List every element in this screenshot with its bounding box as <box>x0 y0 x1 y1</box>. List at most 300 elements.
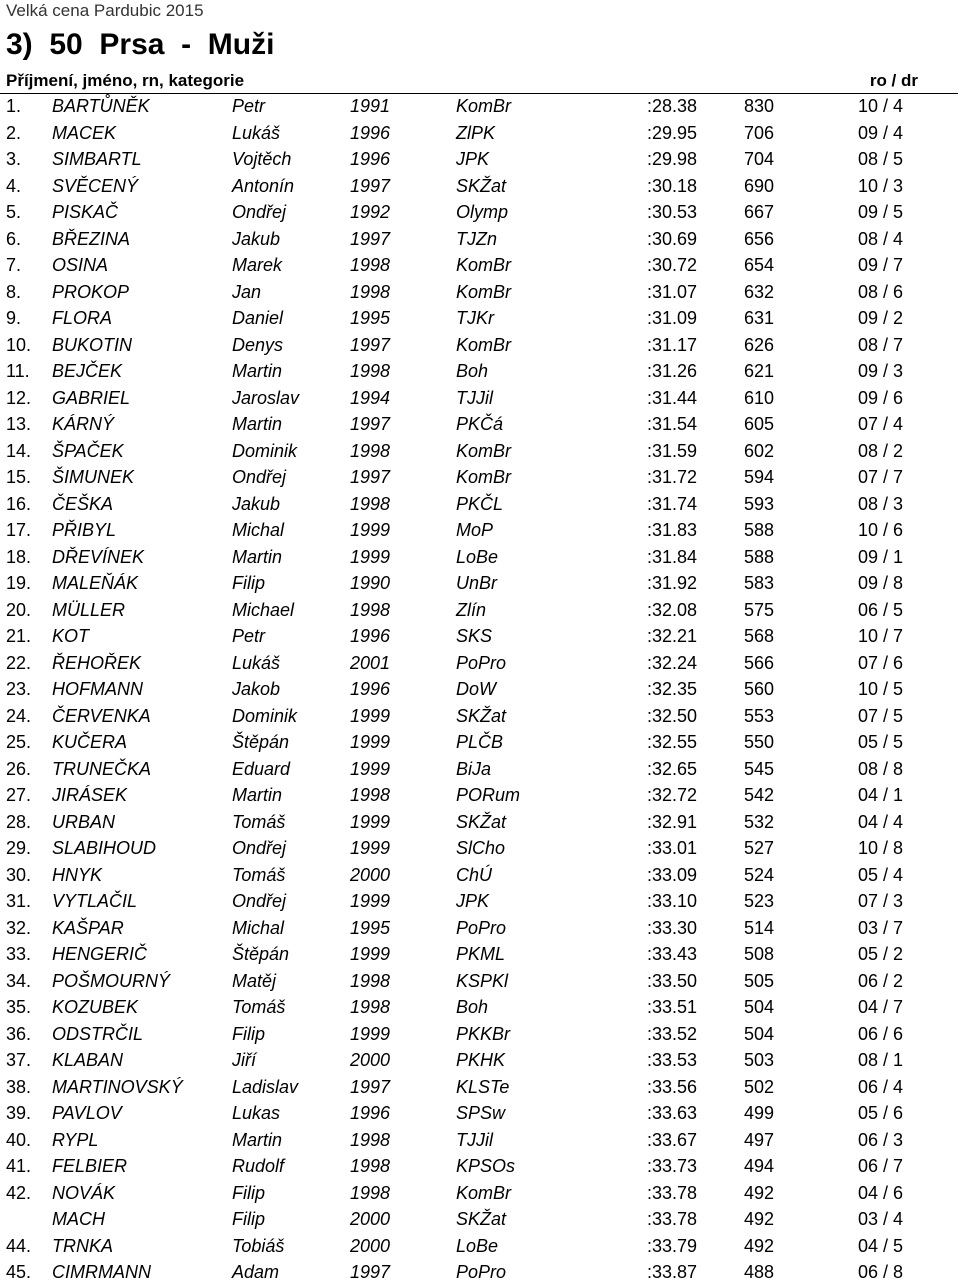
result-club: Boh <box>456 361 489 381</box>
table-row <box>0 226 960 253</box>
result-heat-lane: 06 / 5 <box>858 599 904 620</box>
column-header-left: Příjmení, jméno, rn, kategorie <box>6 71 245 90</box>
result-first-name: Filip <box>232 1023 266 1044</box>
result-birth-year: 1998 <box>350 281 391 302</box>
result-points: 505 <box>744 970 775 991</box>
result-birth-year: 1999 <box>350 891 391 911</box>
result-points: 621 <box>744 361 775 381</box>
result-points: 631 <box>744 308 775 328</box>
result-first-name: Tomáš <box>232 864 286 885</box>
result-club: PKČá <box>456 414 504 434</box>
result-club: KSPKl <box>456 970 509 991</box>
result-surname: RYPL <box>52 1129 99 1150</box>
result-points: 502 <box>744 1076 775 1097</box>
result-surname: MALEŇÁK <box>52 573 139 593</box>
result-surname: HOFMANN <box>52 679 143 699</box>
result-place: 18. <box>6 546 32 567</box>
result-first-name: Jakob <box>232 679 281 699</box>
result-first-name: Lukáš <box>232 652 281 673</box>
result-surname: PROKOP <box>52 281 130 302</box>
result-time: :33.78 <box>646 1182 697 1203</box>
result-birth-year: 2001 <box>350 652 391 673</box>
result-place: 45. <box>6 1262 32 1282</box>
result-birth-year: 1999 <box>350 1023 391 1044</box>
result-place: 17. <box>6 520 32 540</box>
result-birth-year: 1999 <box>350 705 391 726</box>
result-time: :33.43 <box>646 944 697 964</box>
result-heat-lane: 06 / 3 <box>858 1129 904 1150</box>
result-place: 38. <box>6 1076 32 1097</box>
result-club: BiJa <box>456 758 492 779</box>
result-points: 524 <box>744 864 775 885</box>
result-place: 27. <box>6 785 32 805</box>
result-time: :31.26 <box>646 361 697 381</box>
table-row <box>0 729 960 756</box>
result-surname: ČEŠKA <box>52 493 114 514</box>
result-birth-year: 1998 <box>350 970 391 991</box>
result-heat-lane: 05 / 4 <box>858 864 904 885</box>
result-time: :31.09 <box>646 308 697 328</box>
result-first-name: Martin <box>232 1129 283 1150</box>
result-first-name: Michal <box>232 520 285 540</box>
result-heat-lane: 08 / 1 <box>858 1050 904 1070</box>
result-time: :30.53 <box>646 202 697 222</box>
result-surname: HNYK <box>52 864 103 885</box>
result-points: 667 <box>744 202 775 222</box>
result-place: 24. <box>6 705 32 726</box>
result-birth-year: 1996 <box>350 122 391 143</box>
result-first-name: Štěpán <box>232 944 290 964</box>
result-birth-year: 2000 <box>350 1209 391 1229</box>
result-time: :33.50 <box>646 970 697 991</box>
result-time: :29.95 <box>646 122 697 143</box>
result-surname: ČERVENKA <box>52 705 151 726</box>
table-row <box>0 941 960 968</box>
result-time: :33.78 <box>646 1209 697 1229</box>
result-heat-lane: 09 / 1 <box>858 546 904 567</box>
result-heat-lane: 08 / 2 <box>858 440 904 461</box>
result-time: :31.17 <box>646 334 697 355</box>
result-points: 654 <box>744 255 775 275</box>
result-club: KomBr <box>456 96 512 116</box>
table-row <box>0 782 960 809</box>
result-time: :33.73 <box>646 1156 697 1176</box>
result-points: 632 <box>744 281 775 302</box>
result-birth-year: 1997 <box>350 228 391 249</box>
result-time: :31.84 <box>646 546 697 567</box>
result-first-name: Tobiáš <box>232 1235 285 1256</box>
result-surname: TRUNEČKA <box>52 758 152 779</box>
result-club: PoPro <box>456 652 507 673</box>
result-surname: KOT <box>52 626 90 646</box>
result-time: :31.74 <box>646 493 697 514</box>
result-surname: GABRIEL <box>52 387 131 408</box>
result-points: 497 <box>744 1129 775 1150</box>
result-club: Boh <box>456 997 489 1017</box>
result-club: PKHK <box>456 1050 506 1070</box>
result-first-name: Martin <box>232 546 283 567</box>
result-place: 15. <box>6 467 32 487</box>
table-row <box>0 199 960 226</box>
result-points: 527 <box>744 838 775 858</box>
result-heat-lane: 08 / 4 <box>858 228 904 249</box>
result-first-name: Lukas <box>232 1103 281 1123</box>
result-place: 3. <box>6 149 22 169</box>
result-first-name: Adam <box>232 1262 280 1282</box>
result-surname: KUČERA <box>52 732 128 752</box>
result-surname: URBAN <box>52 811 116 832</box>
event-title: Velká cena Pardubic 2015 <box>6 1 204 20</box>
result-heat-lane: 10 / 7 <box>858 626 904 646</box>
table-row <box>0 1233 960 1260</box>
result-first-name: Rudolf <box>232 1156 285 1176</box>
result-club: PKML <box>456 944 506 964</box>
result-heat-lane: 04 / 1 <box>858 785 904 805</box>
result-first-name: Dominik <box>232 440 298 461</box>
result-place: 42. <box>6 1182 32 1203</box>
result-birth-year: 1999 <box>350 758 391 779</box>
result-points: 499 <box>744 1103 775 1123</box>
result-surname: ŠPAČEK <box>52 440 124 461</box>
table-row <box>0 93 960 120</box>
result-heat-lane: 08 / 8 <box>858 758 904 779</box>
result-birth-year: 1996 <box>350 149 391 169</box>
result-surname: KÁRNÝ <box>52 414 115 434</box>
result-club: KomBr <box>456 281 512 302</box>
result-first-name: Antonín <box>232 175 295 196</box>
result-surname: OSINA <box>52 255 109 275</box>
result-birth-year: 1998 <box>350 1129 391 1150</box>
result-birth-year: 1998 <box>350 1156 391 1176</box>
result-heat-lane: 05 / 5 <box>858 732 904 752</box>
result-birth-year: 1998 <box>350 361 391 381</box>
table-row <box>0 994 960 1021</box>
result-heat-lane: 10 / 6 <box>858 520 904 540</box>
result-club: JPK <box>456 891 490 911</box>
result-place: 44. <box>6 1235 32 1256</box>
result-birth-year: 1999 <box>350 811 391 832</box>
result-time: :29.98 <box>646 149 697 169</box>
result-place: 31. <box>6 891 32 911</box>
result-points: 503 <box>744 1050 775 1070</box>
result-place: 19. <box>6 573 32 593</box>
result-place: 21. <box>6 626 32 646</box>
result-place: 39. <box>6 1103 32 1123</box>
race-title: 3) 50 Prsa - Muži <box>6 28 275 61</box>
result-points: 594 <box>744 467 775 487</box>
result-surname: POŠMOURNÝ <box>52 970 171 991</box>
result-birth-year: 2000 <box>350 1050 391 1070</box>
result-first-name: Martin <box>232 361 283 381</box>
result-birth-year: 1990 <box>350 573 391 593</box>
result-points: 504 <box>744 997 775 1017</box>
result-points: 605 <box>744 414 775 434</box>
result-points: 588 <box>744 546 775 567</box>
result-birth-year: 1996 <box>350 626 391 646</box>
result-time: :32.24 <box>646 652 697 673</box>
result-club: LoBe <box>456 546 499 567</box>
result-birth-year: 1997 <box>350 467 391 487</box>
result-surname: FLORA <box>52 308 113 328</box>
result-surname: BUKOTIN <box>52 334 133 355</box>
table-row <box>0 358 960 385</box>
result-place: 11. <box>6 361 30 381</box>
result-surname: ODSTRČIL <box>52 1023 144 1044</box>
result-first-name: Ondřej <box>232 467 287 487</box>
result-heat-lane: 03 / 4 <box>858 1209 904 1229</box>
result-points: 575 <box>744 599 775 620</box>
result-first-name: Michal <box>232 917 285 938</box>
result-points: 545 <box>744 758 775 779</box>
result-heat-lane: 09 / 6 <box>858 387 904 408</box>
result-club: SlCho <box>456 838 506 858</box>
result-points: 488 <box>744 1262 775 1282</box>
result-heat-lane: 10 / 8 <box>858 838 904 858</box>
table-row <box>0 1100 960 1127</box>
result-first-name: Dominik <box>232 705 298 726</box>
result-club: MoP <box>456 520 494 540</box>
result-heat-lane: 09 / 5 <box>858 202 904 222</box>
result-birth-year: 1998 <box>350 255 391 275</box>
result-time: :33.79 <box>646 1235 697 1256</box>
result-club: SKŽat <box>456 175 507 196</box>
result-club: KLSTe <box>456 1076 510 1097</box>
result-surname: ŠIMUNEK <box>52 467 135 487</box>
table-row <box>0 411 960 438</box>
result-place: 28. <box>6 811 32 832</box>
table-row <box>0 464 960 491</box>
result-time: :32.72 <box>646 785 697 805</box>
result-first-name: Ondřej <box>232 891 287 911</box>
result-time: :31.59 <box>646 440 697 461</box>
result-heat-lane: 09 / 8 <box>858 573 904 593</box>
result-birth-year: 1996 <box>350 679 391 699</box>
result-first-name: Štěpán <box>232 732 290 752</box>
result-heat-lane: 05 / 2 <box>858 944 904 964</box>
result-club: KomBr <box>456 334 512 355</box>
result-first-name: Michael <box>232 599 295 620</box>
result-place: 40. <box>6 1129 32 1150</box>
result-points: 706 <box>744 122 775 143</box>
result-club: SKS <box>456 626 493 646</box>
result-place: 7. <box>6 255 22 275</box>
table-row <box>0 703 960 730</box>
result-birth-year: 1997 <box>350 334 391 355</box>
result-surname: MARTINOVSKÝ <box>52 1076 183 1097</box>
result-surname: JIRÁSEK <box>52 785 128 805</box>
result-surname: DŘEVÍNEK <box>52 546 145 567</box>
result-place: 13. <box>6 414 32 434</box>
result-first-name: Petr <box>232 96 266 116</box>
result-points: 494 <box>744 1156 775 1176</box>
table-row <box>0 173 960 200</box>
result-club: PoPro <box>456 917 507 938</box>
result-birth-year: 2000 <box>350 864 391 885</box>
result-surname: MÜLLER <box>52 599 126 620</box>
result-heat-lane: 10 / 4 <box>858 96 904 116</box>
result-time: :33.10 <box>646 891 697 911</box>
result-first-name: Lukáš <box>232 122 281 143</box>
result-place: 10. <box>6 334 32 355</box>
result-club: UnBr <box>456 573 498 593</box>
result-place: 16. <box>6 493 32 514</box>
result-first-name: Marek <box>232 255 283 275</box>
table-row <box>0 570 960 597</box>
result-birth-year: 1998 <box>350 1182 391 1203</box>
table-row <box>0 120 960 147</box>
result-birth-year: 1999 <box>350 944 391 964</box>
result-heat-lane: 04 / 4 <box>858 811 904 832</box>
result-time: :28.38 <box>646 96 697 116</box>
table-row <box>0 968 960 995</box>
result-surname: HENGERIČ <box>52 944 148 964</box>
result-first-name: Jakub <box>232 493 281 514</box>
result-place: 14. <box>6 440 32 461</box>
result-first-name: Daniel <box>232 308 284 328</box>
result-time: :31.83 <box>646 520 697 540</box>
table-row <box>0 809 960 836</box>
result-surname: MACH <box>52 1209 105 1229</box>
result-place: 35. <box>6 997 32 1017</box>
result-birth-year: 1998 <box>350 785 391 805</box>
result-place: 34. <box>6 970 32 991</box>
result-points: 514 <box>744 917 775 938</box>
result-birth-year: 1998 <box>350 440 391 461</box>
table-row <box>0 385 960 412</box>
result-heat-lane: 08 / 7 <box>858 334 904 355</box>
result-surname: BARTŮNĚK <box>52 96 150 116</box>
result-heat-lane: 06 / 6 <box>858 1023 904 1044</box>
result-club: KomBr <box>456 255 512 275</box>
result-first-name: Matěj <box>232 970 277 991</box>
result-club: SPSw <box>456 1103 506 1123</box>
result-birth-year: 1995 <box>350 917 391 938</box>
result-points: 492 <box>744 1209 775 1229</box>
table-row <box>0 517 960 544</box>
result-points: 532 <box>744 811 775 832</box>
result-points: 690 <box>744 175 775 196</box>
result-time: :31.44 <box>646 387 697 408</box>
result-surname: NOVÁK <box>52 1182 116 1203</box>
result-surname: SIMBARTL <box>52 149 142 169</box>
result-points: 656 <box>744 228 775 249</box>
result-place: 8. <box>6 281 22 302</box>
result-points: 504 <box>744 1023 775 1044</box>
result-points: 626 <box>744 334 775 355</box>
result-heat-lane: 08 / 3 <box>858 493 904 514</box>
result-first-name: Tomáš <box>232 997 286 1017</box>
result-points: 610 <box>744 387 775 408</box>
result-first-name: Eduard <box>232 758 291 779</box>
result-time: :33.53 <box>646 1050 697 1070</box>
result-heat-lane: 10 / 5 <box>858 679 904 699</box>
result-club: TJZn <box>456 228 498 249</box>
result-points: 553 <box>744 705 775 726</box>
result-surname: PISKAČ <box>52 202 119 222</box>
result-first-name: Filip <box>232 1182 266 1203</box>
result-time: :30.72 <box>646 255 697 275</box>
result-surname: KLABAN <box>52 1050 124 1070</box>
result-heat-lane: 09 / 3 <box>858 361 904 381</box>
result-birth-year: 1996 <box>350 1103 391 1123</box>
table-row <box>0 623 960 650</box>
result-club: TJKr <box>456 308 494 328</box>
result-club: ChÚ <box>456 864 493 885</box>
result-points: 492 <box>744 1235 775 1256</box>
result-time: :33.52 <box>646 1023 697 1044</box>
result-heat-lane: 06 / 4 <box>858 1076 904 1097</box>
table-row <box>0 1153 960 1180</box>
result-heat-lane: 06 / 2 <box>858 970 904 991</box>
result-birth-year: 1997 <box>350 414 391 434</box>
result-heat-lane: 05 / 6 <box>858 1103 904 1123</box>
table-row <box>0 438 960 465</box>
result-first-name: Jakub <box>232 228 281 249</box>
result-time: :32.08 <box>646 599 697 620</box>
result-club: SKŽat <box>456 1209 507 1229</box>
result-heat-lane: 07 / 4 <box>858 414 904 434</box>
result-place: 26. <box>6 758 32 779</box>
result-first-name: Jaroslav <box>232 387 300 408</box>
result-first-name: Martin <box>232 414 283 434</box>
result-heat-lane: 08 / 5 <box>858 149 904 169</box>
result-points: 593 <box>744 493 775 514</box>
result-first-name: Denys <box>232 334 284 355</box>
result-club: SKŽat <box>456 811 507 832</box>
result-heat-lane: 08 / 6 <box>858 281 904 302</box>
result-heat-lane: 10 / 3 <box>858 175 904 196</box>
table-row <box>0 305 960 332</box>
result-first-name: Martin <box>232 785 283 805</box>
table-row <box>0 491 960 518</box>
result-time: :32.65 <box>646 758 697 779</box>
result-heat-lane: 03 / 7 <box>858 917 904 938</box>
result-heat-lane: 09 / 7 <box>858 255 904 275</box>
result-surname: CIMRMANN <box>52 1262 151 1282</box>
table-row <box>0 597 960 624</box>
result-first-name: Petr <box>232 626 266 646</box>
table-row <box>0 279 960 306</box>
result-points: 542 <box>744 785 775 805</box>
result-time: :32.50 <box>646 705 697 726</box>
results-table <box>0 93 960 1286</box>
result-surname: KOZUBEK <box>52 997 139 1017</box>
result-club: TJJil <box>456 1129 493 1150</box>
result-heat-lane: 04 / 7 <box>858 997 904 1017</box>
result-place: 5. <box>6 202 22 222</box>
result-birth-year: 1997 <box>350 1076 391 1097</box>
result-birth-year: 1991 <box>350 96 391 116</box>
result-place: 36. <box>6 1023 32 1044</box>
result-points: 704 <box>744 149 775 169</box>
result-club: LoBe <box>456 1235 499 1256</box>
result-first-name: Jan <box>232 281 262 302</box>
result-surname: SVĚCENÝ <box>52 175 139 196</box>
result-first-name: Ondřej <box>232 202 287 222</box>
table-row <box>0 544 960 571</box>
result-first-name: Ondřej <box>232 838 287 858</box>
result-birth-year: 1997 <box>350 175 391 196</box>
result-club: KomBr <box>456 467 512 487</box>
table-row <box>0 835 960 862</box>
result-surname: ŘEHOŘEK <box>52 652 142 673</box>
result-club: PLČB <box>456 732 504 752</box>
result-surname: SLABIHOUD <box>52 838 157 858</box>
result-place: 25. <box>6 732 32 752</box>
result-club: DoW <box>456 679 496 699</box>
result-points: 523 <box>744 891 775 911</box>
result-points: 492 <box>744 1182 775 1203</box>
